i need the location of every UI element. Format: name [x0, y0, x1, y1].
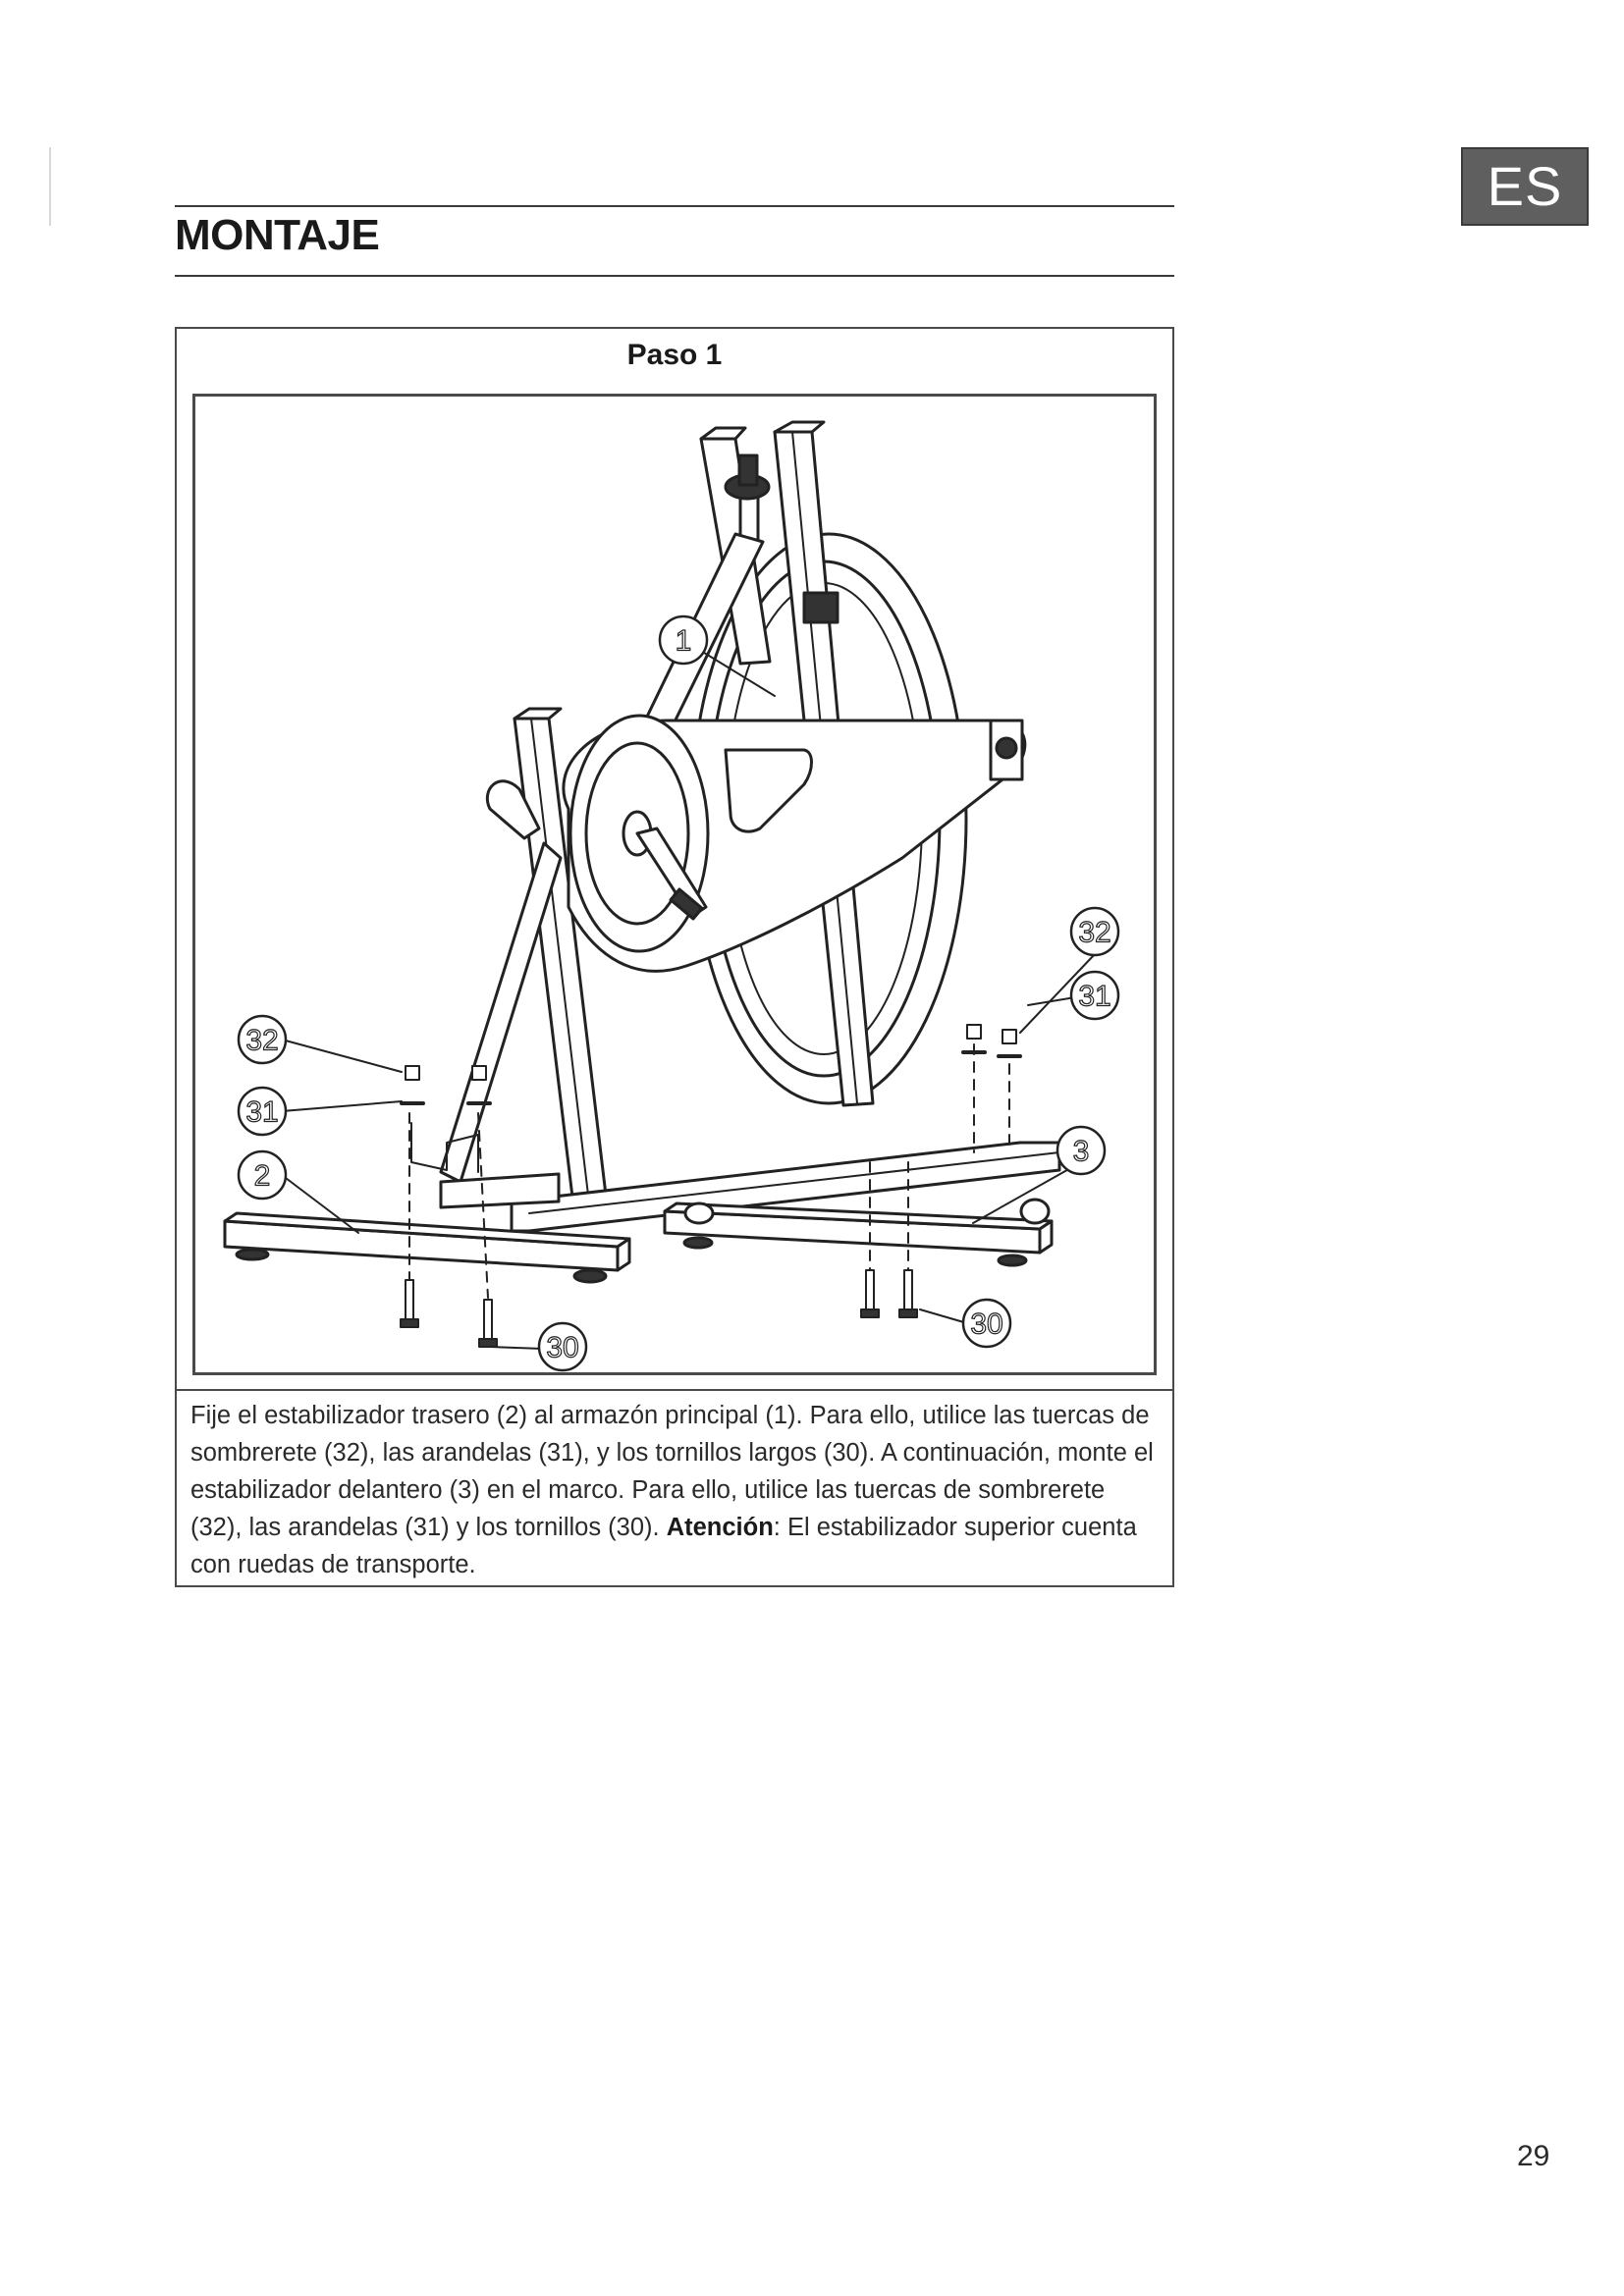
callout-31-right: 31	[1078, 980, 1111, 1013]
margin-mark	[49, 147, 51, 226]
callout-1: 1	[675, 624, 692, 658]
step-box	[175, 327, 1174, 1587]
callout-30-right: 30	[970, 1308, 1003, 1341]
instructions-text-2: : El estabilizador superior cuenta con ruedas de transporte.	[190, 1514, 1137, 1578]
callout-32-left: 32	[245, 1024, 279, 1057]
title-rule-bottom	[175, 275, 1174, 277]
callout-31-left: 31	[245, 1095, 279, 1129]
callout-32-right: 32	[1078, 916, 1111, 949]
title-rule-top	[175, 205, 1174, 207]
callout-30-left: 30	[546, 1331, 579, 1364]
assembly-figure	[192, 394, 1157, 1375]
language-badge: ES	[1461, 147, 1589, 226]
page-number: 29	[1517, 2140, 1550, 2172]
attention-label: Atención	[666, 1514, 774, 1541]
spin-bike-assembly-illustration	[195, 397, 1154, 1372]
step-instructions	[190, 1397, 1159, 1583]
instructions-text-1: Fije el estabilizador trasero (2) al armazón principal (1). Para ello, utilice las tuercas de sombrerete (32), las arandelas (31), y los tornillos largos (30). A continuación, monte el estabilizador delantero (3) en el marco. Para ello, utilice las tuercas de sombrerete (32), las arandelas (31) y los tornillos (30).	[190, 1402, 1154, 1541]
caption-separator	[177, 1389, 1172, 1391]
bolts-30	[401, 1270, 917, 1347]
step-title: Paso 1	[626, 339, 723, 371]
callout-2: 2	[253, 1159, 271, 1193]
callout-3: 3	[1072, 1135, 1090, 1168]
page-title: MONTAJE	[175, 211, 380, 259]
